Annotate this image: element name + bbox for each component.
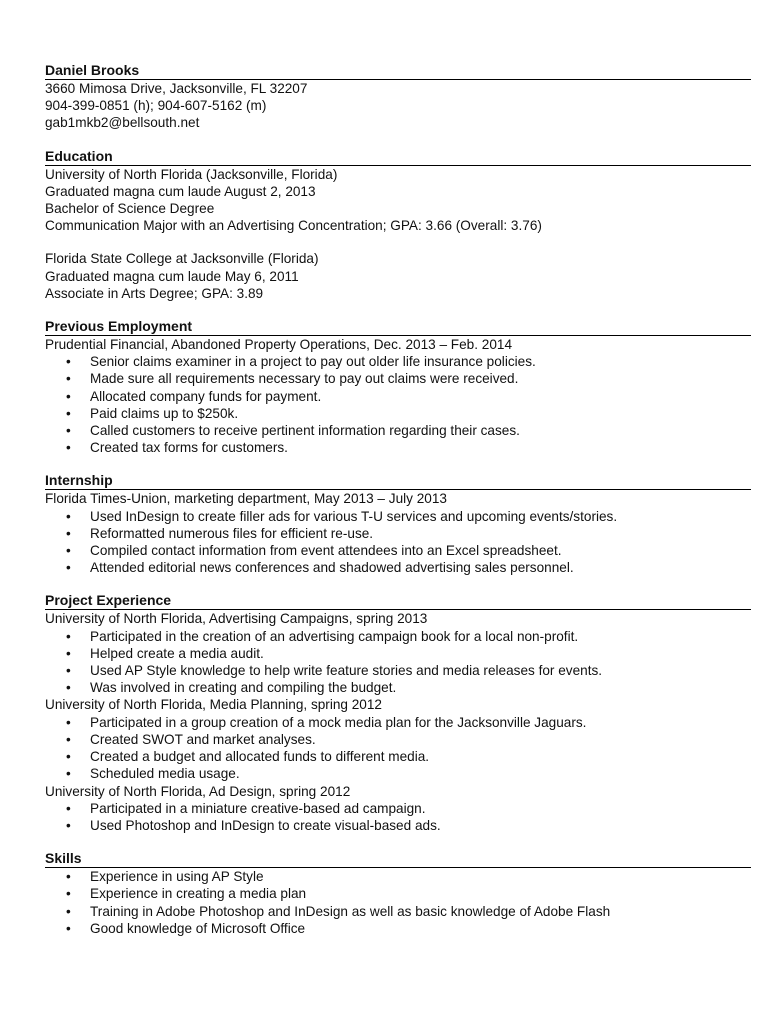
- list-item-text: Participated in the creation of an advertising campaign book for a local non-profit.: [90, 628, 579, 644]
- bullet-icon: •: [66, 680, 71, 696]
- bullet-icon: •: [66, 645, 71, 661]
- list-item: [45, 525, 751, 542]
- list-item-text: Used AP Style knowledge to help write feature stories and media releases for events.: [90, 663, 603, 679]
- list-item: [45, 662, 751, 679]
- projects-section: [45, 592, 751, 834]
- address-line: 3660 Mimosa Drive, Jacksonville, FL 32207: [45, 81, 308, 96]
- education-line: Communication Major with an Advertising Concentration; GPA: 3.66 (Overall: 3.76): [45, 218, 542, 234]
- list-item-text: Paid claims up to $250k.: [90, 405, 239, 421]
- list-item-text: Training in Adobe Photoshop and InDesign as well as basic knowledge of Adobe Flash: [90, 903, 611, 919]
- bullet-icon: •: [66, 800, 71, 816]
- bullet-icon: •: [66, 869, 71, 885]
- list-item-text: Created a budget and allocated funds to different media.: [90, 749, 430, 765]
- education-line: University of North Florida (Jacksonville, Florida): [45, 166, 338, 182]
- bullet-icon: •: [66, 543, 71, 559]
- list-item: [45, 885, 751, 902]
- list-item-text: Compiled contact information from event attendees into an Excel spreadsheet.: [90, 543, 562, 559]
- list-item-text: Senior claims examiner in a project to pay out older life insurance policies.: [90, 354, 536, 370]
- list-item: [45, 388, 751, 405]
- list-item: [45, 679, 751, 696]
- project-org: University of North Florida, Ad Design, spring 2012: [45, 783, 351, 799]
- list-item-text: Helped create a media audit.: [90, 645, 264, 661]
- employment-bullets: [45, 353, 751, 456]
- list-item: [45, 542, 751, 559]
- list-item-text: Participated in a group creation of a mock media plan for the Jacksonville Jaguars.: [90, 714, 587, 730]
- list-item-text: Created tax forms for customers.: [90, 440, 288, 456]
- projects-heading: Project Experience: [45, 592, 751, 610]
- bullet-icon: •: [66, 508, 71, 524]
- list-item-text: Used InDesign to create filler ads for various T-U services and upcoming events/stories.: [90, 508, 618, 524]
- bullet-icon: •: [66, 440, 71, 456]
- skills-section: [45, 850, 751, 937]
- education-line: Associate in Arts Degree; GPA: 3.89: [45, 285, 264, 301]
- list-item: [45, 353, 751, 370]
- list-item: [45, 800, 751, 817]
- employment-section: [45, 318, 751, 456]
- internship-bullets: [45, 508, 751, 577]
- list-item: [45, 645, 751, 662]
- bullet-icon: •: [66, 886, 71, 902]
- list-item: [45, 920, 751, 937]
- resume-name: Daniel Brooks: [45, 62, 751, 80]
- internship-org: Florida Times-Union, marketing department, May 2013 – July 2013: [45, 491, 447, 507]
- bullet-icon: •: [66, 817, 71, 833]
- education-line: Graduated magna cum laude August 2, 2013: [45, 183, 316, 199]
- bullet-icon: •: [66, 628, 71, 644]
- education-line: Florida State College at Jacksonville (Florida): [45, 251, 319, 267]
- list-item: [45, 559, 751, 576]
- list-item-text: Participated in a miniature creative-based ad campaign.: [90, 800, 426, 816]
- bullet-icon: •: [66, 749, 71, 765]
- list-item-text: Allocated company funds for payment.: [90, 388, 322, 404]
- list-item: [45, 748, 751, 765]
- list-item-text: Experience in creating a media plan: [90, 886, 307, 902]
- education-school: [45, 250, 751, 302]
- list-item-text: Made sure all requirements necessary to pay out claims were received.: [90, 371, 519, 387]
- list-item-text: Created SWOT and market analyses.: [90, 731, 316, 747]
- list-item: [45, 731, 751, 748]
- internship-section: [45, 472, 751, 576]
- education-heading: Education: [45, 148, 751, 166]
- list-item: [45, 422, 751, 439]
- education-line: Bachelor of Science Degree: [45, 201, 215, 217]
- resume-document: [45, 62, 751, 953]
- bullet-icon: •: [66, 405, 71, 421]
- list-item-text: Scheduled media usage.: [90, 766, 240, 782]
- employment-org: Prudential Financial, Abandoned Property Operations, Dec. 2013 – Feb. 2014: [45, 337, 513, 353]
- list-item: [45, 439, 751, 456]
- bullet-icon: •: [66, 663, 71, 679]
- skills-bullets: [45, 868, 751, 937]
- list-item: [45, 405, 751, 422]
- education-line: Graduated magna cum laude May 6, 2011: [45, 268, 299, 284]
- project-org: University of North Florida, Advertising Campaigns, spring 2013: [45, 611, 428, 627]
- skills-heading: Skills: [45, 850, 751, 868]
- list-item-text: Experience in using AP Style: [90, 869, 264, 885]
- list-item-text: Used Photoshop and InDesign to create visual-based ads.: [90, 817, 441, 833]
- project-bullets: [45, 714, 751, 783]
- project-org: University of North Florida, Media Planning, spring 2012: [45, 697, 382, 713]
- internship-heading: Internship: [45, 472, 751, 490]
- project-bullets: [45, 628, 751, 697]
- bullet-icon: •: [66, 354, 71, 370]
- list-item: [45, 903, 751, 920]
- spacer: [45, 234, 751, 250]
- list-item: [45, 508, 751, 525]
- employment-heading: Previous Employment: [45, 318, 751, 336]
- list-item-text: Attended editorial news conferences and shadowed advertising sales personnel.: [90, 560, 574, 576]
- education-school: [45, 166, 751, 235]
- bullet-icon: •: [66, 731, 71, 747]
- bullet-icon: •: [66, 423, 71, 439]
- bullet-icon: •: [66, 525, 71, 541]
- list-item: [45, 765, 751, 782]
- phone-line: 904-399-0851 (h); 904-607-5162 (m): [45, 98, 267, 114]
- list-item: [45, 370, 751, 387]
- bullet-icon: •: [66, 371, 71, 387]
- education-section: [45, 148, 751, 302]
- list-item: [45, 628, 751, 645]
- bullet-icon: •: [66, 714, 71, 730]
- email-line: gab1mkb2@bellsouth.net: [45, 115, 200, 131]
- bullet-icon: •: [66, 388, 71, 404]
- bullet-icon: •: [66, 560, 71, 576]
- list-item-text: Was involved in creating and compiling the budget.: [90, 680, 397, 696]
- list-item: [45, 817, 751, 834]
- list-item-text: Reformatted numerous files for efficient re-use.: [90, 525, 374, 541]
- project-bullets: [45, 800, 751, 834]
- bullet-icon: •: [66, 903, 71, 919]
- list-item-text: Good knowledge of Microsoft Office: [90, 920, 306, 936]
- list-item: [45, 868, 751, 885]
- bullet-icon: •: [66, 766, 71, 782]
- contact-section: [45, 62, 751, 132]
- list-item: [45, 714, 751, 731]
- bullet-icon: •: [66, 920, 71, 936]
- list-item-text: Called customers to receive pertinent information regarding their cases.: [90, 423, 520, 439]
